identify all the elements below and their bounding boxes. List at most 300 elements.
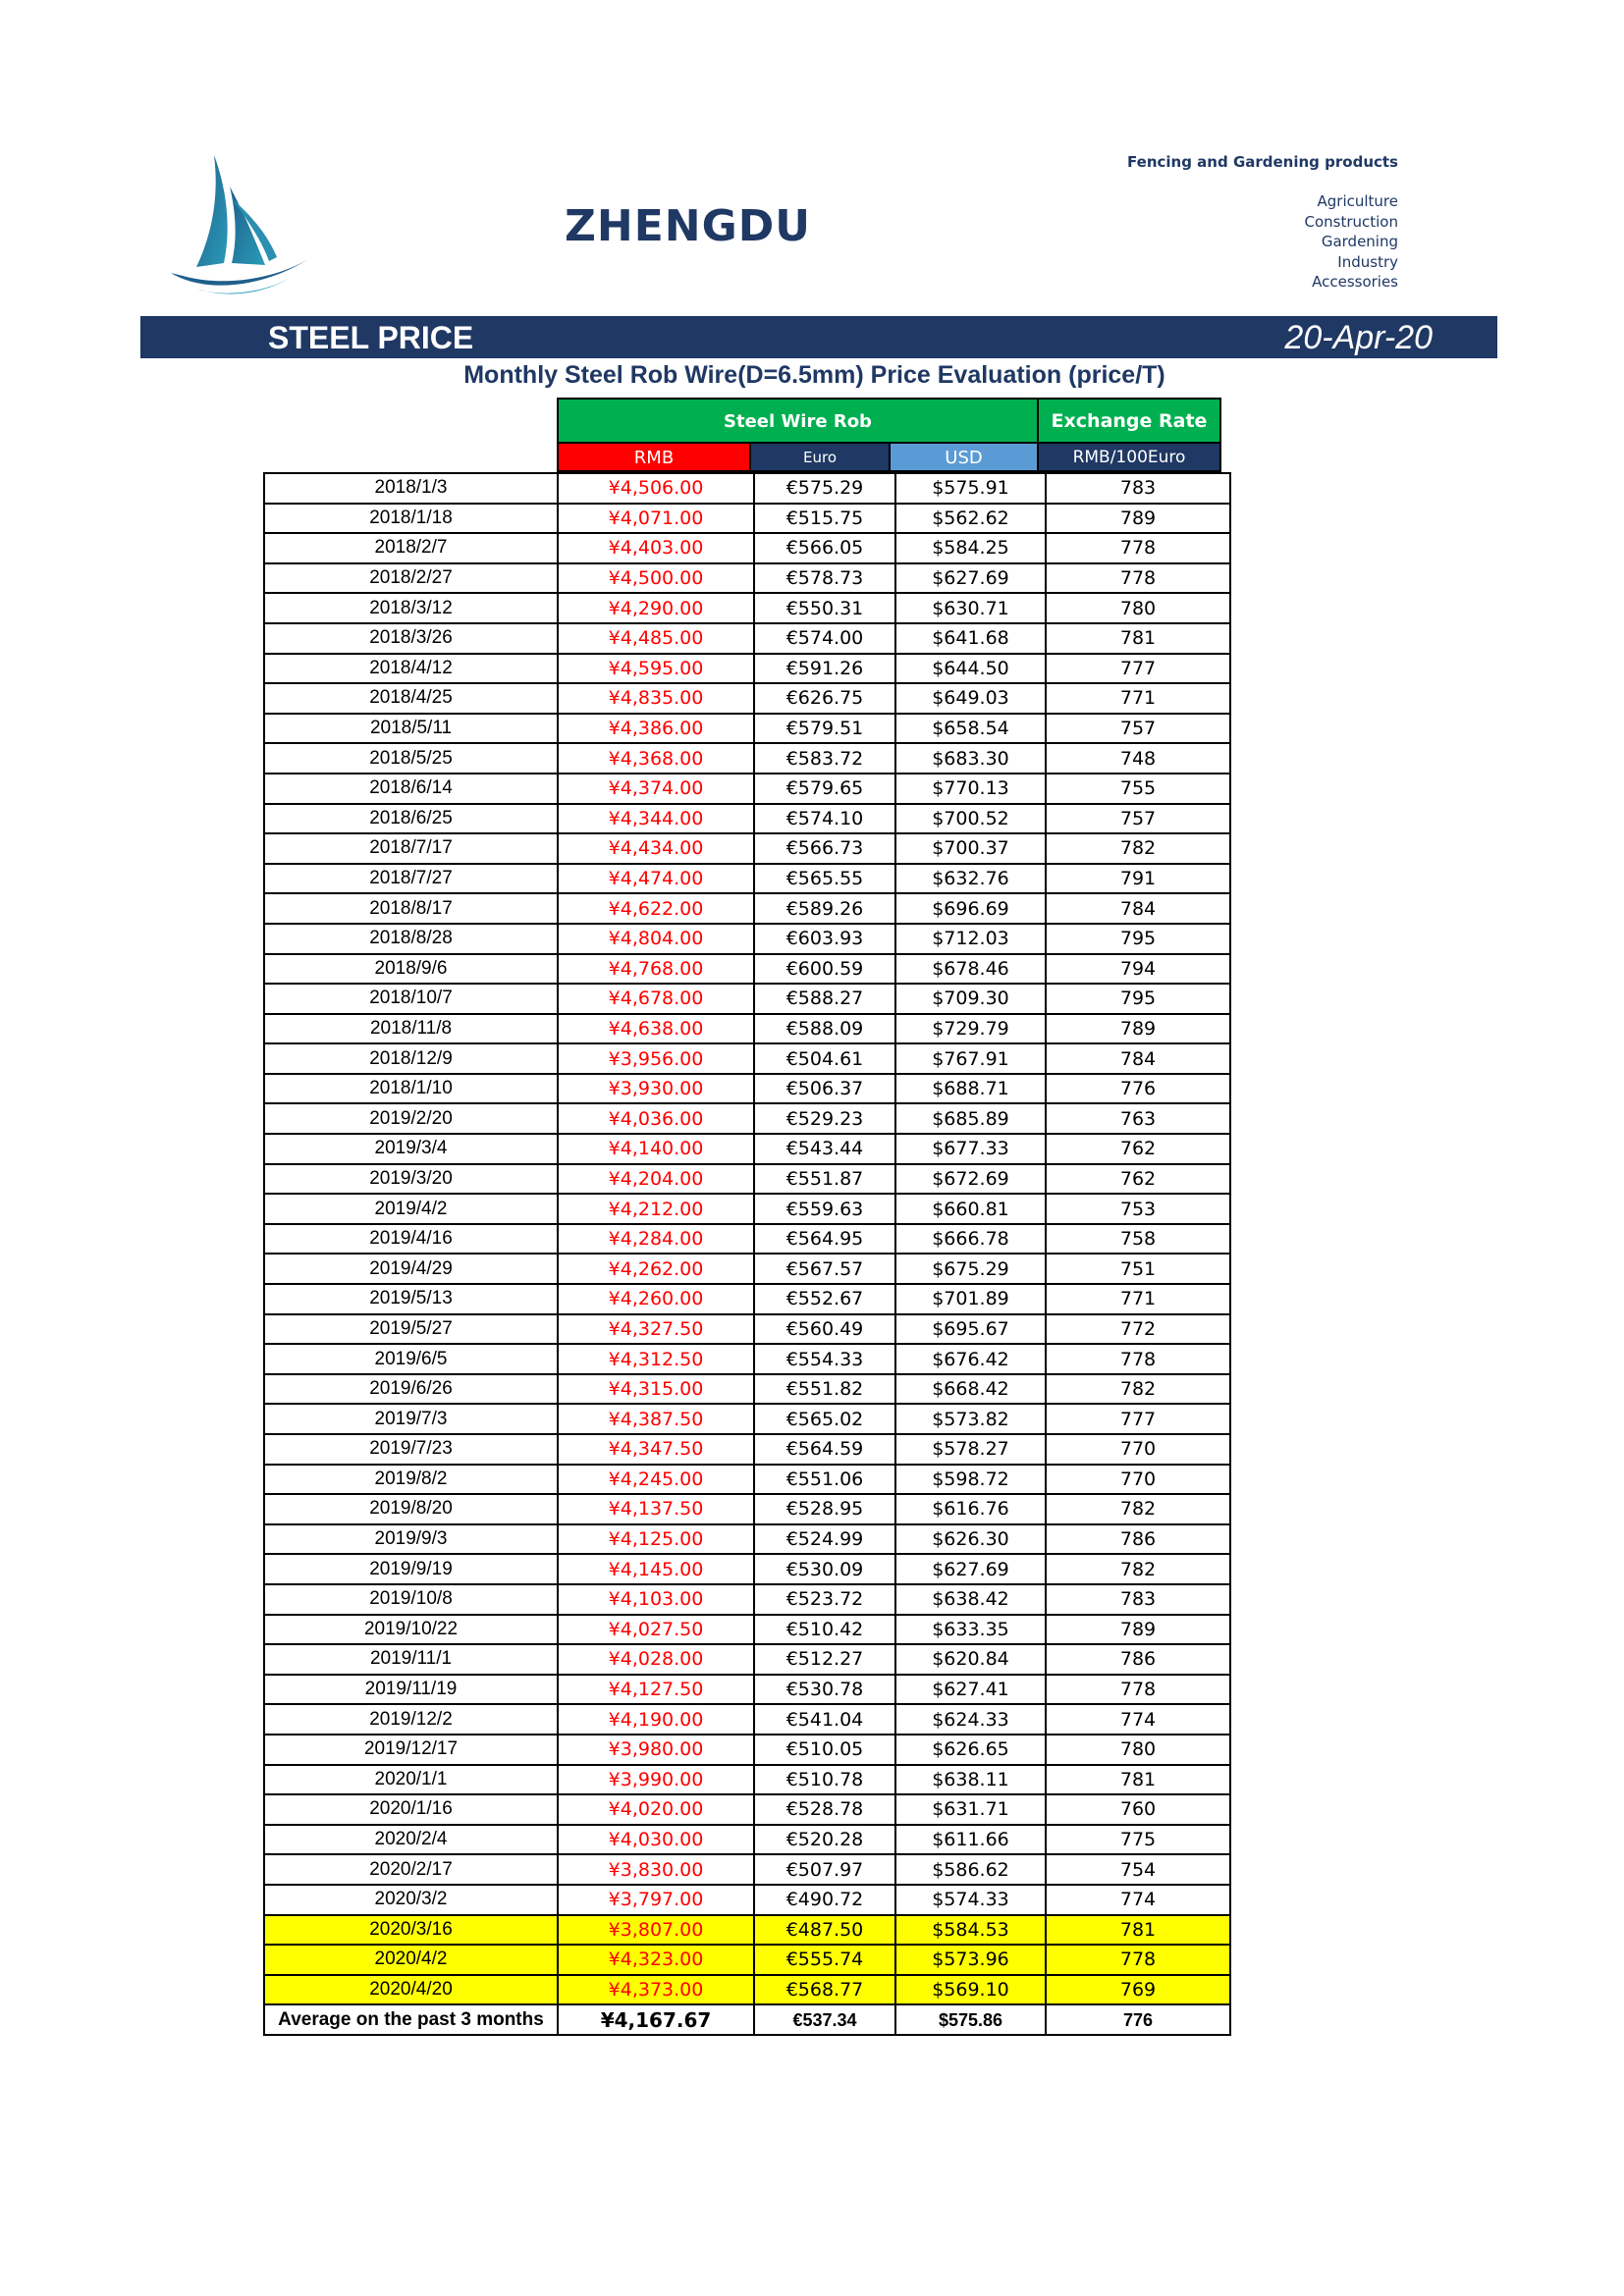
cell-usd: $626.65 [895, 1735, 1046, 1765]
cell-rmb: ¥3,807.00 [558, 1915, 754, 1946]
cell-usd: $695.67 [895, 1314, 1046, 1345]
cell-usd: $627.69 [895, 1554, 1046, 1584]
cell-date: 2018/12/9 [264, 1043, 558, 1074]
banner-title: STEEL PRICE [268, 320, 474, 355]
cell-date: 2018/7/17 [264, 833, 558, 864]
cell-date: 2019/3/4 [264, 1134, 558, 1164]
header-exchange-rate: Exchange Rate [1039, 398, 1221, 442]
cell-rmb: ¥4,212.00 [558, 1194, 754, 1224]
cell-date: 2019/6/5 [264, 1344, 558, 1374]
cell-date: 2018/8/17 [264, 893, 558, 924]
cell-rate: 770 [1046, 1434, 1230, 1465]
cell-rate: 775 [1046, 1825, 1230, 1855]
cell-euro: €555.74 [754, 1945, 895, 1975]
table-row [264, 1794, 1230, 1825]
cell-rmb: ¥4,434.00 [558, 833, 754, 864]
cell-usd: $573.82 [895, 1404, 1046, 1434]
table-row [264, 683, 1230, 714]
cell-rate: 782 [1046, 833, 1230, 864]
table-row [264, 654, 1230, 684]
cell-rate: 789 [1046, 1014, 1230, 1044]
table-row [264, 1735, 1230, 1765]
company-name: ZHENGDU [565, 201, 811, 251]
product-item: Gardening [1321, 233, 1398, 250]
cell-euro: €603.93 [754, 924, 895, 954]
cell-usd: $675.29 [895, 1254, 1046, 1284]
cell-rmb: ¥4,190.00 [558, 1704, 754, 1735]
cell-rate: 771 [1046, 683, 1230, 714]
cell-usd: $696.69 [895, 893, 1046, 924]
cell-date: 2019/4/2 [264, 1194, 558, 1224]
cell-usd: $630.71 [895, 593, 1046, 623]
cell-euro: €507.97 [754, 1854, 895, 1885]
cell-date: 2019/8/20 [264, 1494, 558, 1524]
average-rmb: ¥4,167.67 [558, 2004, 754, 2035]
cell-euro: €551.82 [754, 1374, 895, 1405]
cell-date: 2019/10/22 [264, 1615, 558, 1645]
cell-euro: €588.09 [754, 1014, 895, 1044]
cell-rate: 776 [1046, 1074, 1230, 1104]
table-row [264, 1854, 1230, 1885]
cell-rate: 780 [1046, 1735, 1230, 1765]
cell-date: 2018/11/8 [264, 1014, 558, 1044]
cell-rate: 783 [1046, 473, 1230, 504]
cell-usd: $573.96 [895, 1945, 1046, 1975]
table-row [264, 1704, 1230, 1735]
cell-date: 2019/11/1 [264, 1644, 558, 1675]
cell-usd: $598.72 [895, 1465, 1046, 1495]
table-row [264, 774, 1230, 804]
header-steel-wire-rob: Steel Wire Rob [557, 398, 1039, 442]
cell-date: 2018/8/28 [264, 924, 558, 954]
cell-rate: 784 [1046, 893, 1230, 924]
cell-rmb: ¥4,260.00 [558, 1284, 754, 1314]
cell-date: 2020/2/17 [264, 1854, 558, 1885]
banner-date: 20-Apr-20 [1284, 319, 1433, 356]
cell-rmb: ¥4,804.00 [558, 924, 754, 954]
cell-usd: $678.46 [895, 954, 1046, 985]
cell-rmb: ¥4,506.00 [558, 473, 754, 504]
average-euro: €537.34 [754, 2004, 895, 2035]
cell-rate: 789 [1046, 504, 1230, 534]
price-table [263, 472, 1231, 2036]
table-row [264, 743, 1230, 774]
cell-rmb: ¥4,403.00 [558, 533, 754, 563]
table-row [264, 1134, 1230, 1164]
cell-euro: €583.72 [754, 743, 895, 774]
table-row [264, 1074, 1230, 1104]
cell-euro: €574.00 [754, 623, 895, 654]
cell-usd: $666.78 [895, 1224, 1046, 1255]
table-row [264, 1465, 1230, 1495]
cell-euro: €565.02 [754, 1404, 895, 1434]
cell-date: 2020/4/2 [264, 1945, 558, 1975]
cell-rate: 771 [1046, 1284, 1230, 1314]
table-row [264, 1615, 1230, 1645]
cell-rmb: ¥4,835.00 [558, 683, 754, 714]
cell-usd: $584.25 [895, 533, 1046, 563]
cell-date: 2018/1/3 [264, 473, 558, 504]
products-list [1304, 191, 1398, 293]
cell-rate: 781 [1046, 1915, 1230, 1946]
cell-rate: 774 [1046, 1704, 1230, 1735]
cell-euro: €575.29 [754, 473, 895, 504]
cell-date: 2018/4/25 [264, 683, 558, 714]
cell-usd: $668.42 [895, 1374, 1046, 1405]
cell-rate: 757 [1046, 714, 1230, 744]
cell-rmb: ¥4,678.00 [558, 984, 754, 1014]
table-row [264, 1103, 1230, 1134]
cell-usd: $660.81 [895, 1194, 1046, 1224]
cell-rmb: ¥4,387.50 [558, 1404, 754, 1434]
cell-euro: €551.06 [754, 1465, 895, 1495]
cell-usd: $578.27 [895, 1434, 1046, 1465]
cell-rate: 757 [1046, 804, 1230, 834]
cell-date: 2018/1/10 [264, 1074, 558, 1104]
table-row [264, 473, 1230, 504]
table-row [264, 563, 1230, 594]
cell-date: 2019/6/26 [264, 1374, 558, 1405]
cell-rate: 786 [1046, 1644, 1230, 1675]
cell-rmb: ¥4,323.00 [558, 1945, 754, 1975]
table-row [264, 1975, 1230, 2005]
table-row [264, 1885, 1230, 1915]
price-table-body [264, 473, 1230, 2035]
cell-rmb: ¥4,204.00 [558, 1164, 754, 1195]
table-row [264, 1584, 1230, 1615]
header-rate: RMB/100Euro [1039, 442, 1221, 472]
cell-rmb: ¥3,980.00 [558, 1735, 754, 1765]
cell-rmb: ¥4,327.50 [558, 1314, 754, 1345]
cell-euro: €564.95 [754, 1224, 895, 1255]
cell-euro: €490.72 [754, 1885, 895, 1915]
cell-rmb: ¥4,020.00 [558, 1794, 754, 1825]
cell-euro: €506.37 [754, 1074, 895, 1104]
cell-euro: €565.55 [754, 864, 895, 894]
table-row [264, 924, 1230, 954]
cell-rmb: ¥4,368.00 [558, 743, 754, 774]
cell-usd: $627.69 [895, 563, 1046, 594]
cell-rate: 789 [1046, 1615, 1230, 1645]
cell-rmb: ¥4,374.00 [558, 774, 754, 804]
table-row [264, 1043, 1230, 1074]
cell-rate: 778 [1046, 1344, 1230, 1374]
product-item: Agriculture [1317, 192, 1398, 210]
cell-rate: 755 [1046, 774, 1230, 804]
table-row [264, 1014, 1230, 1044]
cell-date: 2020/4/20 [264, 1975, 558, 2005]
cell-date: 2020/1/16 [264, 1794, 558, 1825]
cell-usd: $701.89 [895, 1284, 1046, 1314]
cell-rmb: ¥4,262.00 [558, 1254, 754, 1284]
cell-date: 2019/12/2 [264, 1704, 558, 1735]
cell-rate: 763 [1046, 1103, 1230, 1134]
cell-euro: €566.05 [754, 533, 895, 563]
table-row [264, 1765, 1230, 1795]
cell-rate: 751 [1046, 1254, 1230, 1284]
cell-rmb: ¥4,768.00 [558, 954, 754, 985]
cell-rmb: ¥4,036.00 [558, 1103, 754, 1134]
cell-usd: $644.50 [895, 654, 1046, 684]
cell-rate: 795 [1046, 984, 1230, 1014]
cell-rmb: ¥4,028.00 [558, 1644, 754, 1675]
cell-date: 2018/6/25 [264, 804, 558, 834]
table-row [264, 1434, 1230, 1465]
cell-rmb: ¥3,830.00 [558, 1854, 754, 1885]
table-row [264, 714, 1230, 744]
table-row [264, 504, 1230, 534]
cell-usd: $611.66 [895, 1825, 1046, 1855]
cell-date: 2019/4/29 [264, 1254, 558, 1284]
cell-rate: 760 [1046, 1794, 1230, 1825]
cell-date: 2019/3/20 [264, 1164, 558, 1195]
table-row [264, 1284, 1230, 1314]
cell-rate: 762 [1046, 1164, 1230, 1195]
cell-rmb: ¥4,373.00 [558, 1975, 754, 2005]
cell-date: 2019/4/16 [264, 1224, 558, 1255]
cell-usd: $729.79 [895, 1014, 1046, 1044]
cell-euro: €579.51 [754, 714, 895, 744]
cell-rate: 778 [1046, 1945, 1230, 1975]
cell-euro: €541.04 [754, 1704, 895, 1735]
cell-euro: €574.10 [754, 804, 895, 834]
cell-euro: €523.72 [754, 1584, 895, 1615]
cell-euro: €530.09 [754, 1554, 895, 1584]
cell-usd: $569.10 [895, 1975, 1046, 2005]
cell-date: 2018/5/11 [264, 714, 558, 744]
cell-rate: 754 [1046, 1854, 1230, 1885]
cell-usd: $641.68 [895, 623, 1046, 654]
cell-euro: €591.26 [754, 654, 895, 684]
cell-date: 2018/3/26 [264, 623, 558, 654]
cell-date: 2020/1/1 [264, 1765, 558, 1795]
cell-usd: $632.76 [895, 864, 1046, 894]
cell-date: 2019/11/19 [264, 1675, 558, 1705]
cell-rmb: ¥4,386.00 [558, 714, 754, 744]
average-label: Average on the past 3 months [264, 2004, 558, 2035]
cell-usd: $633.35 [895, 1615, 1046, 1645]
cell-rate: 782 [1046, 1554, 1230, 1584]
header-usd: USD [891, 442, 1039, 472]
cell-date: 2019/8/2 [264, 1465, 558, 1495]
cell-usd: $709.30 [895, 984, 1046, 1014]
cell-rmb: ¥3,956.00 [558, 1043, 754, 1074]
cell-rate: 781 [1046, 623, 1230, 654]
cell-euro: €568.77 [754, 1975, 895, 2005]
cell-usd: $712.03 [895, 924, 1046, 954]
cell-date: 2018/9/6 [264, 954, 558, 985]
cell-euro: €510.05 [754, 1735, 895, 1765]
cell-euro: €559.63 [754, 1194, 895, 1224]
cell-usd: $616.76 [895, 1494, 1046, 1524]
cell-rmb: ¥4,315.00 [558, 1374, 754, 1405]
title-banner [140, 316, 1497, 358]
cell-usd: $685.89 [895, 1103, 1046, 1134]
cell-rate: 782 [1046, 1494, 1230, 1524]
cell-usd: $683.30 [895, 743, 1046, 774]
cell-rmb: ¥4,103.00 [558, 1584, 754, 1615]
cell-date: 2020/3/16 [264, 1915, 558, 1946]
cell-date: 2019/9/3 [264, 1524, 558, 1555]
cell-euro: €543.44 [754, 1134, 895, 1164]
cell-usd: $638.42 [895, 1584, 1046, 1615]
header-rmb: RMB [557, 442, 751, 472]
table-row [264, 1374, 1230, 1405]
table-row [264, 833, 1230, 864]
cell-euro: €578.73 [754, 563, 895, 594]
cell-rmb: ¥4,622.00 [558, 893, 754, 924]
cell-rate: 777 [1046, 654, 1230, 684]
cell-rate: 784 [1046, 1043, 1230, 1074]
table-row [264, 1915, 1230, 1946]
table-subtitle: Monthly Steel Rob Wire(D=6.5mm) Price Evaluation (price/T) [463, 361, 1165, 389]
cell-rate: 748 [1046, 743, 1230, 774]
table-row [264, 1164, 1230, 1195]
cell-usd: $700.52 [895, 804, 1046, 834]
cell-rmb: ¥4,485.00 [558, 623, 754, 654]
cell-euro: €567.57 [754, 1254, 895, 1284]
cell-rmb: ¥4,125.00 [558, 1524, 754, 1555]
cell-rmb: ¥3,797.00 [558, 1885, 754, 1915]
cell-euro: €529.23 [754, 1103, 895, 1134]
cell-rate: 769 [1046, 1975, 1230, 2005]
cell-euro: €579.65 [754, 774, 895, 804]
cell-date: 2018/6/14 [264, 774, 558, 804]
cell-euro: €552.67 [754, 1284, 895, 1314]
cell-date: 2020/3/2 [264, 1885, 558, 1915]
cell-usd: $676.42 [895, 1344, 1046, 1374]
cell-rate: 780 [1046, 593, 1230, 623]
cell-date: 2019/9/19 [264, 1554, 558, 1584]
product-item: Construction [1304, 212, 1398, 231]
cell-euro: €524.99 [754, 1524, 895, 1555]
table-row [264, 1194, 1230, 1224]
cell-rmb: ¥4,140.00 [558, 1134, 754, 1164]
cell-date: 2019/5/13 [264, 1284, 558, 1314]
cell-rate: 777 [1046, 1404, 1230, 1434]
table-row [264, 1554, 1230, 1584]
cell-usd: $584.53 [895, 1915, 1046, 1946]
cell-usd: $626.30 [895, 1524, 1046, 1555]
cell-rate: 794 [1046, 954, 1230, 985]
table-row [264, 593, 1230, 623]
cell-rate: 762 [1046, 1134, 1230, 1164]
table-row [264, 623, 1230, 654]
cell-usd: $770.13 [895, 774, 1046, 804]
cell-rate: 778 [1046, 563, 1230, 594]
table-row [264, 804, 1230, 834]
cell-usd: $700.37 [895, 833, 1046, 864]
cell-date: 2019/7/23 [264, 1434, 558, 1465]
cell-rate: 778 [1046, 1675, 1230, 1705]
products-title: Fencing and Gardening products [1127, 153, 1398, 171]
table-row [264, 1224, 1230, 1255]
table-row [264, 1344, 1230, 1374]
cell-euro: €551.87 [754, 1164, 895, 1195]
table-row [264, 1675, 1230, 1705]
cell-usd: $627.41 [895, 1675, 1046, 1705]
cell-euro: €520.28 [754, 1825, 895, 1855]
table-row [264, 1644, 1230, 1675]
cell-usd: $574.33 [895, 1885, 1046, 1915]
cell-usd: $767.91 [895, 1043, 1046, 1074]
cell-euro: €554.33 [754, 1344, 895, 1374]
cell-rmb: ¥4,137.50 [558, 1494, 754, 1524]
table-row [264, 1494, 1230, 1524]
cell-euro: €528.95 [754, 1494, 895, 1524]
cell-rate: 770 [1046, 1465, 1230, 1495]
cell-rmb: ¥4,595.00 [558, 654, 754, 684]
cell-rate: 774 [1046, 1885, 1230, 1915]
cell-rate: 758 [1046, 1224, 1230, 1255]
cell-usd: $631.71 [895, 1794, 1046, 1825]
table-row [264, 864, 1230, 894]
cell-usd: $658.54 [895, 714, 1046, 744]
cell-date: 2018/4/12 [264, 654, 558, 684]
product-item: Industry [1337, 252, 1398, 271]
cell-euro: €566.73 [754, 833, 895, 864]
cell-euro: €560.49 [754, 1314, 895, 1345]
cell-euro: €512.27 [754, 1644, 895, 1675]
cell-usd: $562.62 [895, 504, 1046, 534]
table-row [264, 954, 1230, 985]
cell-usd: $620.84 [895, 1644, 1046, 1675]
cell-rmb: ¥4,344.00 [558, 804, 754, 834]
cell-date: 2019/12/17 [264, 1735, 558, 1765]
table-row [264, 1314, 1230, 1345]
cell-usd: $677.33 [895, 1134, 1046, 1164]
cell-date: 2018/3/12 [264, 593, 558, 623]
cell-euro: €589.26 [754, 893, 895, 924]
cell-rmb: ¥4,284.00 [558, 1224, 754, 1255]
average-usd: $575.86 [895, 2004, 1046, 2035]
cell-rate: 781 [1046, 1765, 1230, 1795]
cell-rate: 786 [1046, 1524, 1230, 1555]
table-row [264, 893, 1230, 924]
cell-rmb: ¥4,500.00 [558, 563, 754, 594]
cell-rmb: ¥4,474.00 [558, 864, 754, 894]
cell-rmb: ¥3,990.00 [558, 1765, 754, 1795]
cell-euro: €588.27 [754, 984, 895, 1014]
cell-euro: €550.31 [754, 593, 895, 623]
cell-euro: €528.78 [754, 1794, 895, 1825]
cell-rmb: ¥4,030.00 [558, 1825, 754, 1855]
cell-rmb: ¥4,312.50 [558, 1344, 754, 1374]
cell-date: 2019/10/8 [264, 1584, 558, 1615]
cell-usd: $575.91 [895, 473, 1046, 504]
table-row [264, 1825, 1230, 1855]
cell-date: 2018/10/7 [264, 984, 558, 1014]
cell-rmb: ¥4,638.00 [558, 1014, 754, 1044]
cell-rmb: ¥4,027.50 [558, 1615, 754, 1645]
cell-rate: 772 [1046, 1314, 1230, 1345]
cell-euro: €510.42 [754, 1615, 895, 1645]
cell-date: 2019/2/20 [264, 1103, 558, 1134]
cell-euro: €515.75 [754, 504, 895, 534]
cell-rate: 795 [1046, 924, 1230, 954]
cell-rate: 791 [1046, 864, 1230, 894]
cell-usd: $672.69 [895, 1164, 1046, 1195]
table-row [264, 1945, 1230, 1975]
cell-usd: $586.62 [895, 1854, 1046, 1885]
table-row [264, 533, 1230, 563]
cell-date: 2019/7/3 [264, 1404, 558, 1434]
header-euro: Euro [751, 442, 891, 472]
table-row [264, 1524, 1230, 1555]
cell-euro: €626.75 [754, 683, 895, 714]
cell-usd: $624.33 [895, 1704, 1046, 1735]
cell-euro: €510.78 [754, 1765, 895, 1795]
